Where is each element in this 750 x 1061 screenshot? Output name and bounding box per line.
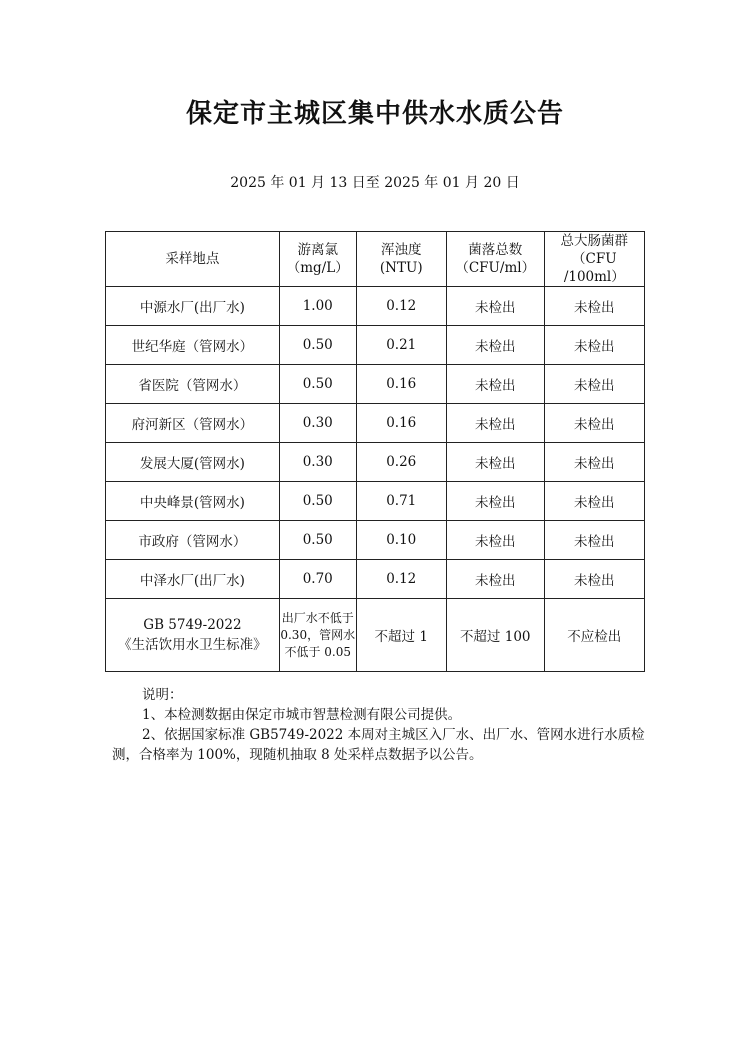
cell-colony: 未检出 <box>446 365 544 404</box>
cell-colony: 未检出 <box>446 404 544 443</box>
header-coliform: 总大肠菌群 （CFU /100ml） <box>544 232 644 287</box>
table-row <box>106 443 645 482</box>
cell-chlorine: 0.50 <box>279 365 356 404</box>
cell-coliform: 未检出 <box>544 443 644 482</box>
header-chlorine: 游离氯 （mg/L） <box>279 232 356 287</box>
cell-colony: 未检出 <box>446 326 544 365</box>
header-colony: 菌落总数 （CFU/ml） <box>446 232 544 287</box>
cell-site: 省医院（管网水） <box>106 365 280 404</box>
cell-coliform: 未检出 <box>544 560 644 599</box>
cell-site: 中央峰景(管网水) <box>106 482 280 521</box>
standard-row <box>106 599 645 672</box>
cell-coliform: 未检出 <box>544 404 644 443</box>
cell-turbidity: 0.16 <box>356 404 446 443</box>
notes-section <box>112 685 647 765</box>
page-title: 保定市主城区集中供水水质公告 <box>185 99 564 129</box>
cell-site: 发展大厦(管网水) <box>106 443 280 482</box>
table-row <box>106 365 645 404</box>
cell-turbidity: 0.21 <box>356 326 446 365</box>
cell-site: 府河新区（管网水） <box>106 404 280 443</box>
water-quality-table <box>105 231 645 672</box>
cell-chlorine: 0.70 <box>279 560 356 599</box>
cell-site: 世纪华庭（管网水） <box>106 326 280 365</box>
notes-heading: 说明： <box>142 687 183 703</box>
note-item-1: 1、本检测数据由保定市城市智慧检测有限公司提供。 <box>142 707 462 723</box>
header-site: 采样地点 <box>106 232 280 287</box>
standard-colony: 不超过 100 <box>446 599 544 672</box>
cell-colony: 未检出 <box>446 443 544 482</box>
cell-chlorine: 0.50 <box>279 482 356 521</box>
cell-coliform: 未检出 <box>544 482 644 521</box>
table-row <box>106 404 645 443</box>
cell-turbidity: 0.12 <box>356 560 446 599</box>
cell-colony: 未检出 <box>446 521 544 560</box>
cell-site: 市政府（管网水） <box>106 521 280 560</box>
date-range: 2025 年 01 月 13 日至 2025 年 01 月 20 日 <box>230 175 520 191</box>
cell-turbidity: 0.71 <box>356 482 446 521</box>
cell-chlorine: 1.00 <box>279 287 356 326</box>
standard-coliform: 不应检出 <box>544 599 644 672</box>
cell-chlorine: 0.30 <box>279 443 356 482</box>
cell-turbidity: 0.16 <box>356 365 446 404</box>
cell-colony: 未检出 <box>446 560 544 599</box>
standard-chlorine: 出厂水不低于 0.30，管网水不低于 0.05 <box>279 599 356 672</box>
cell-colony: 未检出 <box>446 287 544 326</box>
cell-coliform: 未检出 <box>544 365 644 404</box>
table-row <box>106 482 645 521</box>
cell-turbidity: 0.12 <box>356 287 446 326</box>
table-row <box>106 287 645 326</box>
standard-turbidity: 不超过 1 <box>356 599 446 672</box>
table-row <box>106 326 645 365</box>
table-row <box>106 560 645 599</box>
cell-chlorine: 0.50 <box>279 521 356 560</box>
cell-chlorine: 0.50 <box>279 326 356 365</box>
table-row <box>106 521 645 560</box>
cell-site: 中源水厂(出厂水) <box>106 287 280 326</box>
cell-turbidity: 0.10 <box>356 521 446 560</box>
cell-site: 中泽水厂(出厂水) <box>106 560 280 599</box>
cell-turbidity: 0.26 <box>356 443 446 482</box>
cell-coliform: 未检出 <box>544 287 644 326</box>
note-item-2: 2、依据国家标准 GB5749-2022 本周对主城区入厂水、出厂水、管网水进行水质检测，合格率为 100%，现随机抽取 8 处采样点数据予以公告。 <box>112 727 645 763</box>
cell-chlorine: 0.30 <box>279 404 356 443</box>
cell-coliform: 未检出 <box>544 326 644 365</box>
header-turbidity: 浑浊度 (NTU) <box>356 232 446 287</box>
cell-coliform: 未检出 <box>544 521 644 560</box>
table-header-row <box>106 232 645 287</box>
standard-name: GB 5749-2022 《生活饮用水卫生标准》 <box>106 599 280 672</box>
cell-colony: 未检出 <box>446 482 544 521</box>
